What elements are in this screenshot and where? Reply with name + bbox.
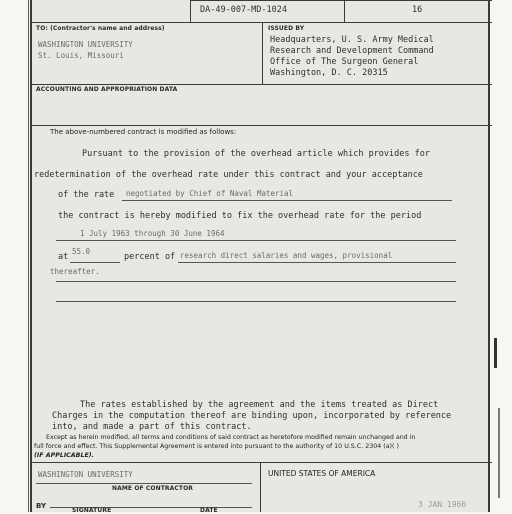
right-margin-mark [494, 338, 497, 368]
header-top-rule [190, 0, 492, 1]
body-line-4: the contract is hereby modified to fix the overhead rate for the period [58, 211, 422, 221]
modified-intro: The above-numbered contract is modified as follows: [50, 128, 237, 136]
accounting-top-rule [32, 84, 492, 85]
body-line-2: redetermination of the overhead rate under this contract and your acceptance [34, 170, 423, 180]
percent-label: percent of [124, 252, 176, 262]
issued-by-line-2: Research and Development Command [270, 46, 434, 56]
contract-number: DA-49-007-MD-1024 [200, 5, 287, 15]
name-of-contractor-label: NAME OF CONTRACTOR [112, 485, 194, 492]
except-line-1: Except as herein modified, all terms and conditions of said contract as heretofore modified remain unchanged and in [46, 434, 416, 441]
base-fill-line [178, 262, 456, 263]
accounting-bottom-rule [32, 125, 492, 126]
rate-fill: negotiated by Chief of Naval Material [126, 189, 294, 198]
header-divider-left [190, 0, 191, 22]
issued-by-line-3: Office of The Surgeon General [270, 57, 419, 67]
right-margin-shadow [498, 408, 500, 498]
contractor-city: St. Louis, Missouri [38, 51, 124, 60]
signature-divider [260, 462, 261, 512]
except-line-3: (IF APPLICABLE). [34, 452, 95, 459]
contractor-name: WASHINGTON UNIVERSITY [38, 40, 133, 49]
signature-label: SIGNATURE [72, 507, 112, 514]
date-stamp: 3 JAN 1966 [418, 500, 467, 509]
at-label: at [58, 252, 69, 262]
issued-by-line-1: Headquarters, U. S. Army Medical [270, 35, 434, 45]
supplement-number: 16 [412, 5, 423, 15]
issued-by-line-4: Washington, D. C. 20315 [270, 68, 388, 78]
accounting-label: ACCOUNTING AND APPROPRIATION DATA [36, 86, 178, 93]
period-fill-line [56, 240, 456, 241]
rate-fill-line [122, 200, 452, 201]
contractor-name-line [36, 483, 252, 484]
by-label: BY [36, 502, 47, 510]
body-line-1: Pursuant to the provision of the overhead article which provides for [82, 149, 430, 159]
rate-value-line [70, 262, 120, 263]
issued-by-label: ISSUED BY [268, 25, 305, 32]
signature-contractor-name: WASHINGTON UNIVERSITY [38, 470, 133, 479]
blank-line-1 [56, 281, 456, 282]
address-divider [262, 22, 263, 84]
header-divider-right [344, 0, 345, 22]
rate-value: 55.0 [72, 247, 91, 256]
except-line-2: full force and effect. This Supplemental Agreement is entered into pursuant to the authority of 10 U.S.C. 2304 (a)( ) [34, 443, 399, 450]
signature-top-rule [32, 462, 492, 463]
usa-label: UNITED STATES OF AMERICA [268, 469, 376, 478]
left-margin-shadow [28, 0, 29, 512]
rates-line-3: into, and made a part of this contract. [52, 422, 252, 432]
blank-line-2 [56, 301, 456, 302]
base-fill-2: thereafter. [50, 267, 100, 276]
period-fill: 1 July 1963 through 30 June 1964 [80, 229, 225, 238]
contract-form [30, 0, 490, 512]
rates-line-1: The rates established by the agreement and the items treated as Direct [80, 400, 439, 410]
base-fill: research direct salaries and wages, provisional [180, 251, 393, 260]
rate-prefix: of the rate [58, 190, 115, 200]
to-label: TO: (Contractor's name and address) [36, 25, 165, 32]
rates-line-2: Charges in the computation thereof are binding upon, incorporated by reference [52, 411, 452, 421]
date-label: DATE [200, 507, 218, 514]
